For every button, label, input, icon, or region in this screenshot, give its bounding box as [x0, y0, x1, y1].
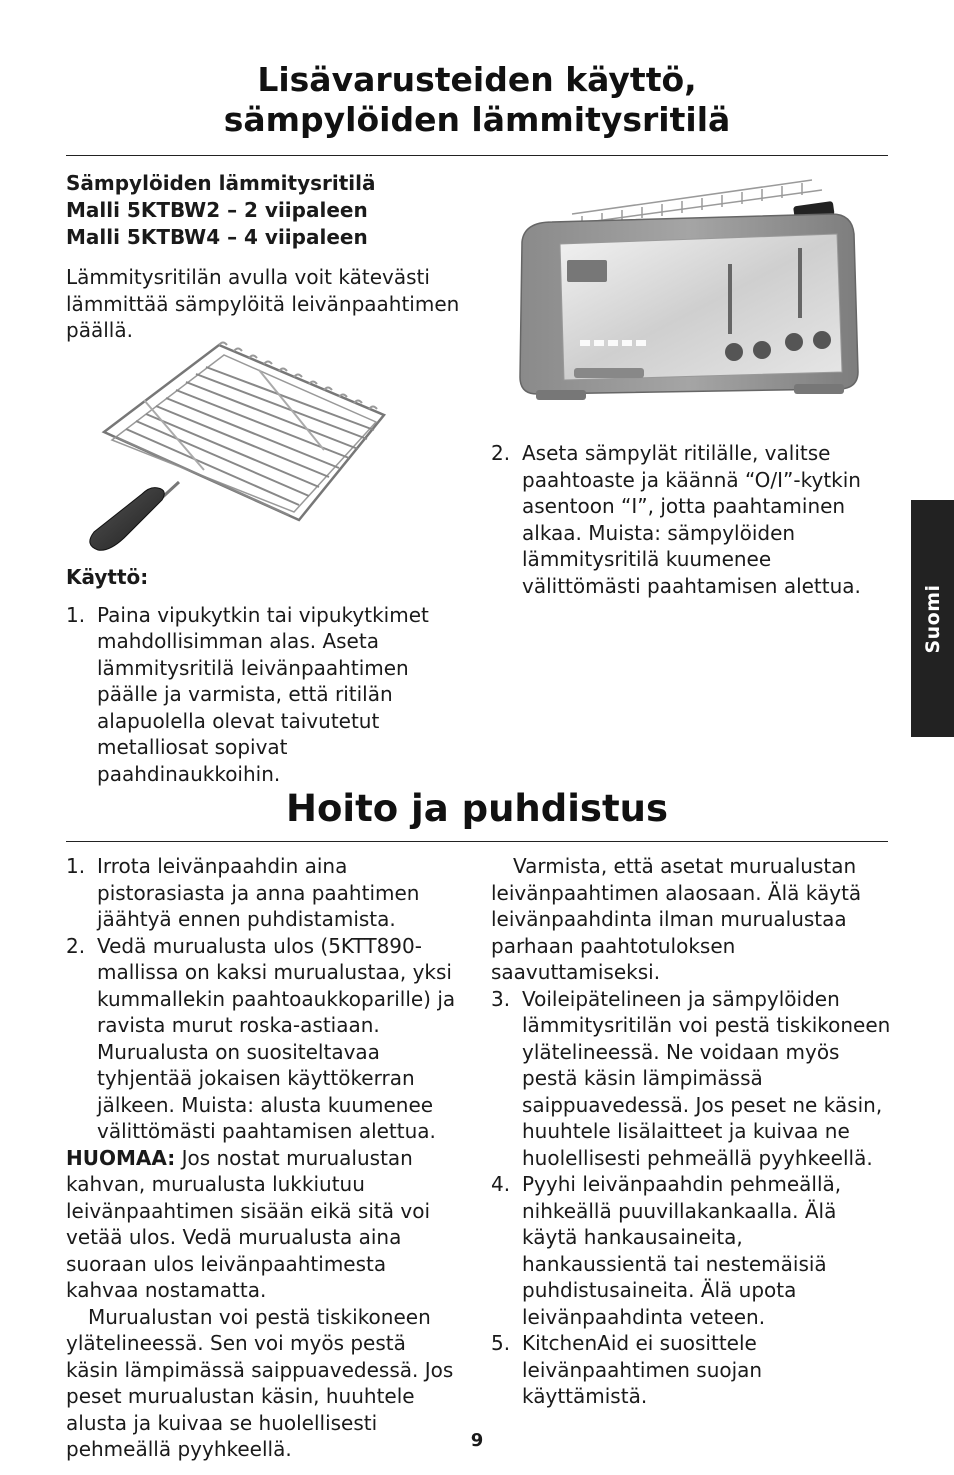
- warming-rack-illustration: [84, 340, 394, 555]
- toaster-with-rack-illustration: [512, 172, 864, 427]
- usage-block: [66, 564, 466, 787]
- cleaning-steps-right: [491, 986, 891, 1410]
- usage-steps-left: [66, 602, 436, 788]
- crumb-tray-reminder-paragraph: Varmista, että asetat murualustan leivänpaahtimen alaosaan. Älä käytä leivänpaahdinta ilman murualustaa parhaan paahtotuloksen saavuttamiseksi.: [491, 854, 862, 984]
- usage-step-2: [491, 440, 891, 599]
- step-number: 2.: [491, 441, 511, 465]
- section1-divider: [66, 155, 888, 156]
- usage-steps-right: [491, 440, 891, 599]
- cleaning-step-3: [491, 986, 891, 1172]
- step-text: Pyyhi leivänpaahdin pehmeällä, nihkeällä puuvillakankaalla. Älä käytä hankausaineita, hankaussientä tai nestemäisiä puhdistusaineita. Älä upota leivänpaahdinta veteen.: [522, 1172, 842, 1329]
- section1-title-line1: Lisävarusteiden käyttö,: [257, 60, 697, 99]
- step-text: Paina vipukytkin tai vipukytkimet mahdollisimman alas. Aseta lämmitysritilä leivänpaahtimen päälle ja varmista, että ritilän alapuolella olevat taivutetut metalliosat sopivat paahdinaukkoihin.: [97, 602, 429, 786]
- cleaning-steps-left: [66, 853, 456, 1145]
- cleaning-step-1: [66, 853, 436, 933]
- step-text: Aseta sämpylät ritilälle, valitse paahtoaste ja käännä “O/I”-kytkin asentoon “I”, jotta paahtaminen alkaa. Muista: sämpylöiden lämmitysritilä kuumenee välittömästi paahtamisen alettua.: [522, 441, 861, 598]
- intro-paragraph: Lämmitysritilän avulla voit kätevästi lämmittää sämpylöitä leivänpaahtimen päällä.: [66, 265, 460, 342]
- note-text: Jos nostat murualustan kahvan, murualusta lukkiutuu leivänpaahtimen sisään eikä sitä voi vetää ulos. Vedä murualusta aina suoraan ulos leivänpaahtimesta kahvaa nostamatta.: [66, 1145, 430, 1302]
- cleaning-step-2: [66, 933, 467, 1145]
- section1-title-line2: sämpylöiden lämmitysritilä: [223, 100, 731, 139]
- step-number: 3.: [491, 986, 511, 1011]
- section1-title-text: [66, 60, 888, 140]
- note-label: HUOMAA:: [66, 1145, 176, 1170]
- cleaning-step-5: [491, 1330, 822, 1410]
- section1-left-column: [66, 170, 466, 344]
- subheading-line-1: Sämpylöiden lämmitysritilä: [66, 171, 376, 195]
- step-number: 4.: [491, 1172, 511, 1196]
- model-subheading: [66, 170, 466, 251]
- section2-title: Hoito ja puhdistus: [286, 787, 668, 830]
- subheading-line-3: Malli 5KTBW4 – 4 viipaleen: [66, 225, 368, 249]
- cleaning-step-4: [491, 1171, 862, 1330]
- step-number: 1.: [66, 854, 86, 878]
- note-paragraph: [66, 1145, 462, 1304]
- crumb-tray-wash-paragraph: Murualustan voi pestä tiskikoneen ylätelineessä. Sen voi myös pestä käsin lämpimässä saippuavedessä. Jos peset murualustan käsin, huuhtele alusta ja kuivaa se huolellisesti pehmeällä pyyhkeellä.: [66, 1304, 454, 1461]
- step-number: 5.: [491, 1331, 511, 1355]
- section1-right-column: [491, 440, 891, 599]
- step-text: Vedä murualusta ulos (5KTT890-mallissa on kaksi murualustaa, yksi kummallekin paahtoaukkoparille) ja ravista murut roska-astiaan. Murualusta on suositeltavaa tyhjentää jokaisen käyttökerran jälkeen. Muista: alusta kuumenee välittömästi paahtamisen alettua.: [97, 933, 456, 1143]
- subheading-line-2: Malli 5KTBW2 – 2 viipaleen: [66, 198, 368, 222]
- language-side-tab: [911, 500, 954, 737]
- language-label: Suomi: [921, 583, 944, 654]
- section2-right-column: [491, 853, 891, 1410]
- step-number: 2.: [66, 933, 86, 958]
- step-text: Voileipätelineen ja sämpylöiden lämmitysritilän voi pestä tiskikoneen ylätelineessä. Ne voidaan myös pestä käsin lämpimässä saippuavedessä. Jos peset ne käsin, huuhtele lisälaitteet ja kuivaa ne huolellisesti pehmeällä pyyhkeellä.: [522, 986, 891, 1170]
- step-number: 1.: [66, 602, 86, 627]
- step-text: KitchenAid ei suosittele leivänpaahtimen suojan käyttämistä.: [522, 1331, 763, 1408]
- step-text: Irrota leivänpaahdin aina pistorasiasta ja anna paahtimen jäähtyä ennen puhdistamista.: [97, 854, 420, 931]
- section2-left-column: [66, 853, 466, 1463]
- page-number: 9: [470, 1430, 484, 1451]
- usage-heading: Käyttö:: [66, 565, 149, 589]
- section2-divider: [66, 841, 888, 842]
- usage-step-1: [66, 602, 436, 788]
